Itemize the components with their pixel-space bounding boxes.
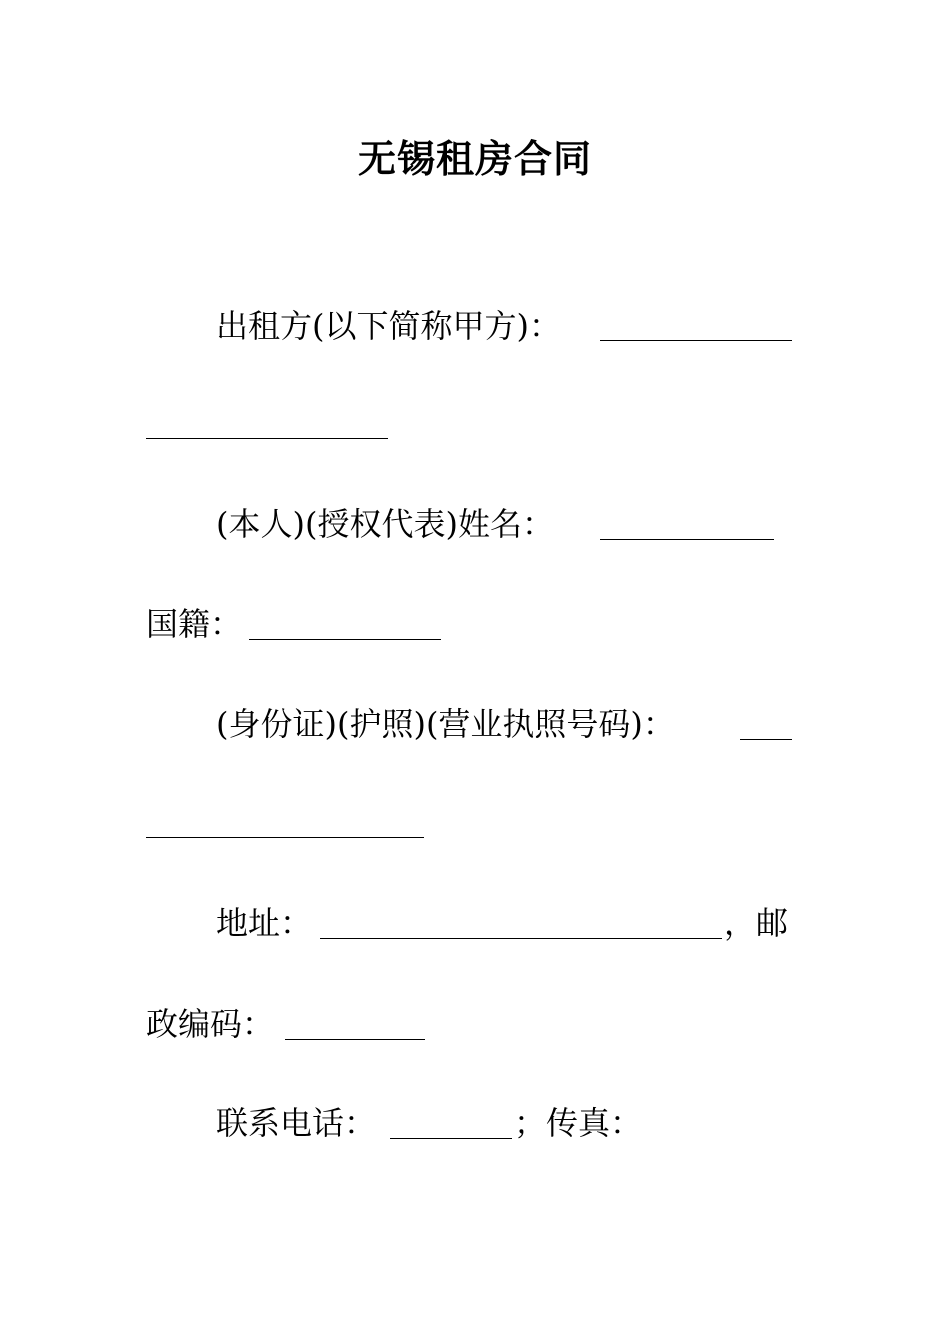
phone-label: 联系电话： bbox=[216, 1104, 377, 1142]
nationality-label: 国籍： bbox=[146, 605, 243, 643]
postal-label: 政编码： bbox=[146, 1005, 275, 1043]
lessor-blank-2 bbox=[146, 438, 388, 439]
id-label: (身份证)(护照)(营业执照号码)： bbox=[216, 705, 675, 743]
postal-suffix: ，邮 bbox=[724, 904, 789, 942]
address-blank bbox=[320, 938, 722, 939]
address-label: 地址： bbox=[216, 904, 313, 942]
postal-blank bbox=[285, 1039, 425, 1040]
phone-blank bbox=[390, 1138, 512, 1139]
name-label: (本人)(授权代表)姓名： bbox=[216, 505, 554, 543]
id-blank-1 bbox=[740, 739, 792, 740]
fax-label: ；传真： bbox=[514, 1104, 643, 1142]
id-blank-2 bbox=[146, 837, 424, 838]
lessor-label: 出租方(以下简称甲方)： bbox=[216, 307, 561, 345]
lessor-blank-1 bbox=[600, 340, 792, 341]
name-blank bbox=[600, 539, 774, 540]
nationality-blank bbox=[249, 639, 441, 640]
document-title: 无锡租房合同 bbox=[357, 136, 592, 181]
